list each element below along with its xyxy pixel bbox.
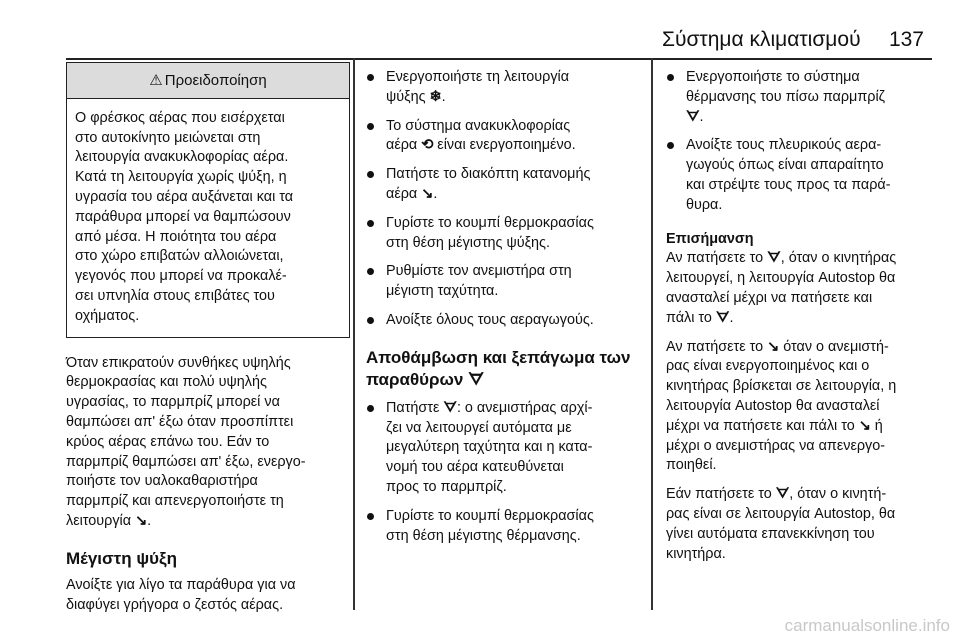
text-line: θαμπώσει απ' έξω όταν προσπίπτει xyxy=(66,413,294,430)
page-header xyxy=(662,28,924,52)
column-3 xyxy=(666,60,932,564)
text-line: λειτουργία ανακυκλοφορίας αέρα. xyxy=(75,149,289,166)
list-item xyxy=(366,68,638,108)
max-cooling-text xyxy=(66,576,350,616)
text-line: κρύος αέρας επάνω του. Εάν το xyxy=(66,433,270,450)
text-line xyxy=(666,417,932,437)
note-title: Επισήμανση xyxy=(666,230,754,247)
list-item xyxy=(666,68,932,127)
text-line: Ο φρέσκος αέρας που εισέρχεται xyxy=(75,109,285,126)
text-fragment: μέχρι να πατήσετε και πάλι το xyxy=(666,417,855,434)
text-line: ᗊ. xyxy=(686,108,932,128)
watermark: carmanualsonline.info xyxy=(784,616,950,635)
text-line: σει υπνηλία στους επιβάτες του xyxy=(75,287,275,304)
text-line: λειτουργία Autostop θα ανασταλεί xyxy=(666,397,880,414)
text-line: και στρέψτε τους προς τα παρά- xyxy=(686,176,891,193)
text-line xyxy=(386,185,638,205)
text-line: Ανοίξτε όλους τους αεραγωγούς. xyxy=(386,311,594,328)
windshield-defrost-icon: ᗊ xyxy=(468,369,485,389)
condensation-paragraph xyxy=(66,354,350,532)
text-line: Ανοίξτε τους πλευρικούς αερα- xyxy=(686,137,882,154)
text-line: Γυρίστε το κουμπί θερμοκρασίας xyxy=(386,214,594,231)
text-line: γωγούς όπως είναι απαραίτητο xyxy=(686,157,884,174)
text-line: λειτουργεί, η λειτουργία Autostop θα xyxy=(666,270,896,287)
text-line: ποιηθεί. xyxy=(666,457,717,474)
text-fragment: Εάν πατήσετε το xyxy=(666,486,772,503)
text-line xyxy=(666,338,932,358)
windshield-defrost-icon: ᗊ xyxy=(767,250,781,267)
text-line: μέχρι ο ανεμιστήρας να απενεργο- xyxy=(666,437,886,454)
max-cooling-heading: Μέγιστη ψύξη xyxy=(66,548,177,568)
note-paragraph-2 xyxy=(666,338,932,477)
text-line: ζει να λειτουργεί αυτόματα με xyxy=(386,419,572,436)
column-1 xyxy=(66,60,350,615)
text-line: λειτουργία ↘. xyxy=(66,512,350,532)
windshield-defrost-icon: ᗊ xyxy=(443,399,457,416)
text-line: Ανοίξτε για λίγο τα παράθυρα για να xyxy=(66,576,296,593)
text-line: προς το παρμπρίζ. xyxy=(386,478,507,495)
text-fragment: Αν πατήσετε το xyxy=(666,338,764,355)
text-line: ποιήστε τον υαλοκαθαριστήρα xyxy=(66,473,258,490)
text-line: Όταν επικρατούν συνθήκες υψηλής xyxy=(66,354,291,371)
warning-header xyxy=(67,63,349,99)
text-fragment: : ο ανεμιστήρας αρχί- xyxy=(456,399,593,416)
text-fragment: ή xyxy=(870,417,883,434)
text-line: υγρασία του αέρα αυξάνεται και τα xyxy=(75,188,294,205)
defrost-steps xyxy=(366,399,638,547)
text-line: μέγιστη ταχύτητα. xyxy=(386,283,499,300)
text-fragment: αέρα xyxy=(386,137,418,154)
text-line: Γυρίστε το κουμπί θερμοκρασίας xyxy=(386,507,594,524)
text-line: ρας είναι ενεργοποιημένος και ο xyxy=(666,358,870,375)
text-line: παρμπρίζ και απενεργοποιήστε τη xyxy=(66,493,284,510)
text-fragment: πάλι το xyxy=(666,309,712,326)
recirculation-icon: ⟲ xyxy=(421,137,434,154)
list-item xyxy=(366,262,638,302)
text-line: Το σύστημα ανακυκλοφορίας xyxy=(386,117,571,134)
text-line: νομή του αέρα κατευθύνεται xyxy=(386,459,564,476)
text-fragment: , όταν ο κινητή- xyxy=(789,486,887,503)
text-line: οχήματος. xyxy=(75,307,140,324)
column-divider-2 xyxy=(651,58,653,610)
text-fragment: αέρα xyxy=(386,185,418,202)
windshield-defrost-icon: ᗊ xyxy=(775,486,790,503)
text-line xyxy=(386,136,638,156)
text-line xyxy=(386,88,638,108)
heading-line: Αποθάμβωση και ξεπάγωμα των xyxy=(366,347,631,367)
text-line: γίνει αυτόματα επανεκκίνηση του xyxy=(666,525,875,542)
text-fragment: ψύξης xyxy=(386,88,426,105)
text-line: θερμοκρασίας και πολύ υψηλής xyxy=(66,374,267,391)
list-item xyxy=(366,507,638,547)
column-divider-1 xyxy=(353,58,355,610)
text-line: κινητήρας βρίσκεται σε λειτουργία, η xyxy=(666,378,897,395)
list-item xyxy=(366,117,638,157)
list-item xyxy=(366,399,638,498)
cooling-steps xyxy=(366,68,638,331)
text-line: Κατά τη λειτουργία χωρίς ψύξη, η xyxy=(75,169,287,186)
text-line: γεγονός που μπορεί να προκαλέ- xyxy=(75,268,287,285)
text-line: Ενεργοποιήστε τη λειτουργία xyxy=(386,69,570,85)
list-item xyxy=(366,214,638,254)
snowflake-icon: ❄ xyxy=(429,88,442,105)
heading-line xyxy=(366,369,638,391)
text-fragment: είναι ενεργοποιημένο. xyxy=(433,137,576,154)
list-item xyxy=(366,165,638,205)
air-distribution-icon: ↘ xyxy=(421,185,434,202)
column-2 xyxy=(366,60,638,546)
list-item xyxy=(366,311,638,331)
text-line: ρας είναι σε λειτουργία Autostop, θα xyxy=(666,505,896,522)
air-distribution-icon: ↘ xyxy=(858,417,871,434)
text-fragment: όταν ο ανεμιστή- xyxy=(779,338,889,355)
text-line: παρμπρίζ θαμπώσει απ' έξω, ενεργο- xyxy=(66,453,306,470)
rear-window-heating-icon: ᗊ xyxy=(686,108,700,125)
text-line: θυρα. xyxy=(686,196,723,213)
text-fragment: λειτουργία xyxy=(66,512,132,529)
text-line: πάλι το ᗊ. xyxy=(666,309,932,329)
text-line: από μέσα. Η ποιότητα του αέρα xyxy=(75,228,277,245)
air-distribution-icon: ↘ xyxy=(135,512,148,529)
text-line: Ρυθμίστε τον ανεμιστήρα στη xyxy=(386,263,572,280)
text-fragment: παραθύρων xyxy=(366,369,464,389)
text-fragment: , όταν ο κινητήρας xyxy=(780,250,897,267)
windshield-defrost-icon: ᗊ xyxy=(715,309,730,326)
text-fragment: Πατήστε xyxy=(386,399,440,416)
note-paragraph-3 xyxy=(666,485,932,564)
page-title: Σύστημα κλιματισμού xyxy=(662,28,861,51)
text-line: υγρασίας, το παρμπρίζ μπορεί να xyxy=(66,394,280,411)
text-line xyxy=(666,485,932,505)
defrost-heading xyxy=(366,347,638,391)
text-line: παράθυρα μπορεί να θαμπώσουν xyxy=(75,208,291,225)
text-line: στο χώρο επιβατών αλλοιώνεται, xyxy=(75,248,284,265)
text-line: Πατήστε το διακόπτη κατανομής xyxy=(386,166,591,183)
text-line: στη θέση μέγιστης θέρμανσης. xyxy=(386,527,581,544)
text-fragment: . xyxy=(433,185,438,202)
air-distribution-icon: ↘ xyxy=(767,338,780,355)
text-line: μεγαλύτερη ταχύτητα και η κατα- xyxy=(386,439,593,456)
text-line: στη θέση μέγιστης ψύξης. xyxy=(386,234,550,251)
warning-title: Προειδοποίηση xyxy=(164,72,267,89)
note-paragraph-1 xyxy=(666,249,932,328)
warning-box xyxy=(66,62,350,338)
defrost-steps-continued xyxy=(666,68,932,216)
page-number: 137 xyxy=(888,28,924,51)
text-line: ανασταλεί μέχρι να πατήσετε και xyxy=(666,289,873,306)
list-item xyxy=(666,136,932,215)
text-line: Ενεργοποιήστε το σύστημα xyxy=(686,69,860,85)
text-line: διαφύγει γρήγορα ο ζεστός αέρας. xyxy=(66,596,284,613)
warning-triangle-icon: ⚠ xyxy=(149,72,163,89)
text-line xyxy=(386,399,638,419)
warning-text xyxy=(67,99,349,337)
text-line: κινητήρα. xyxy=(666,545,726,562)
text-line: θέρμανσης του πίσω παρμπρίζ xyxy=(686,88,886,105)
text-line: στο αυτοκίνητο μειώνεται στη xyxy=(75,129,261,146)
text-fragment: . xyxy=(441,88,446,105)
text-line xyxy=(666,249,932,269)
text-fragment: Αν πατήσετε το xyxy=(666,250,764,267)
